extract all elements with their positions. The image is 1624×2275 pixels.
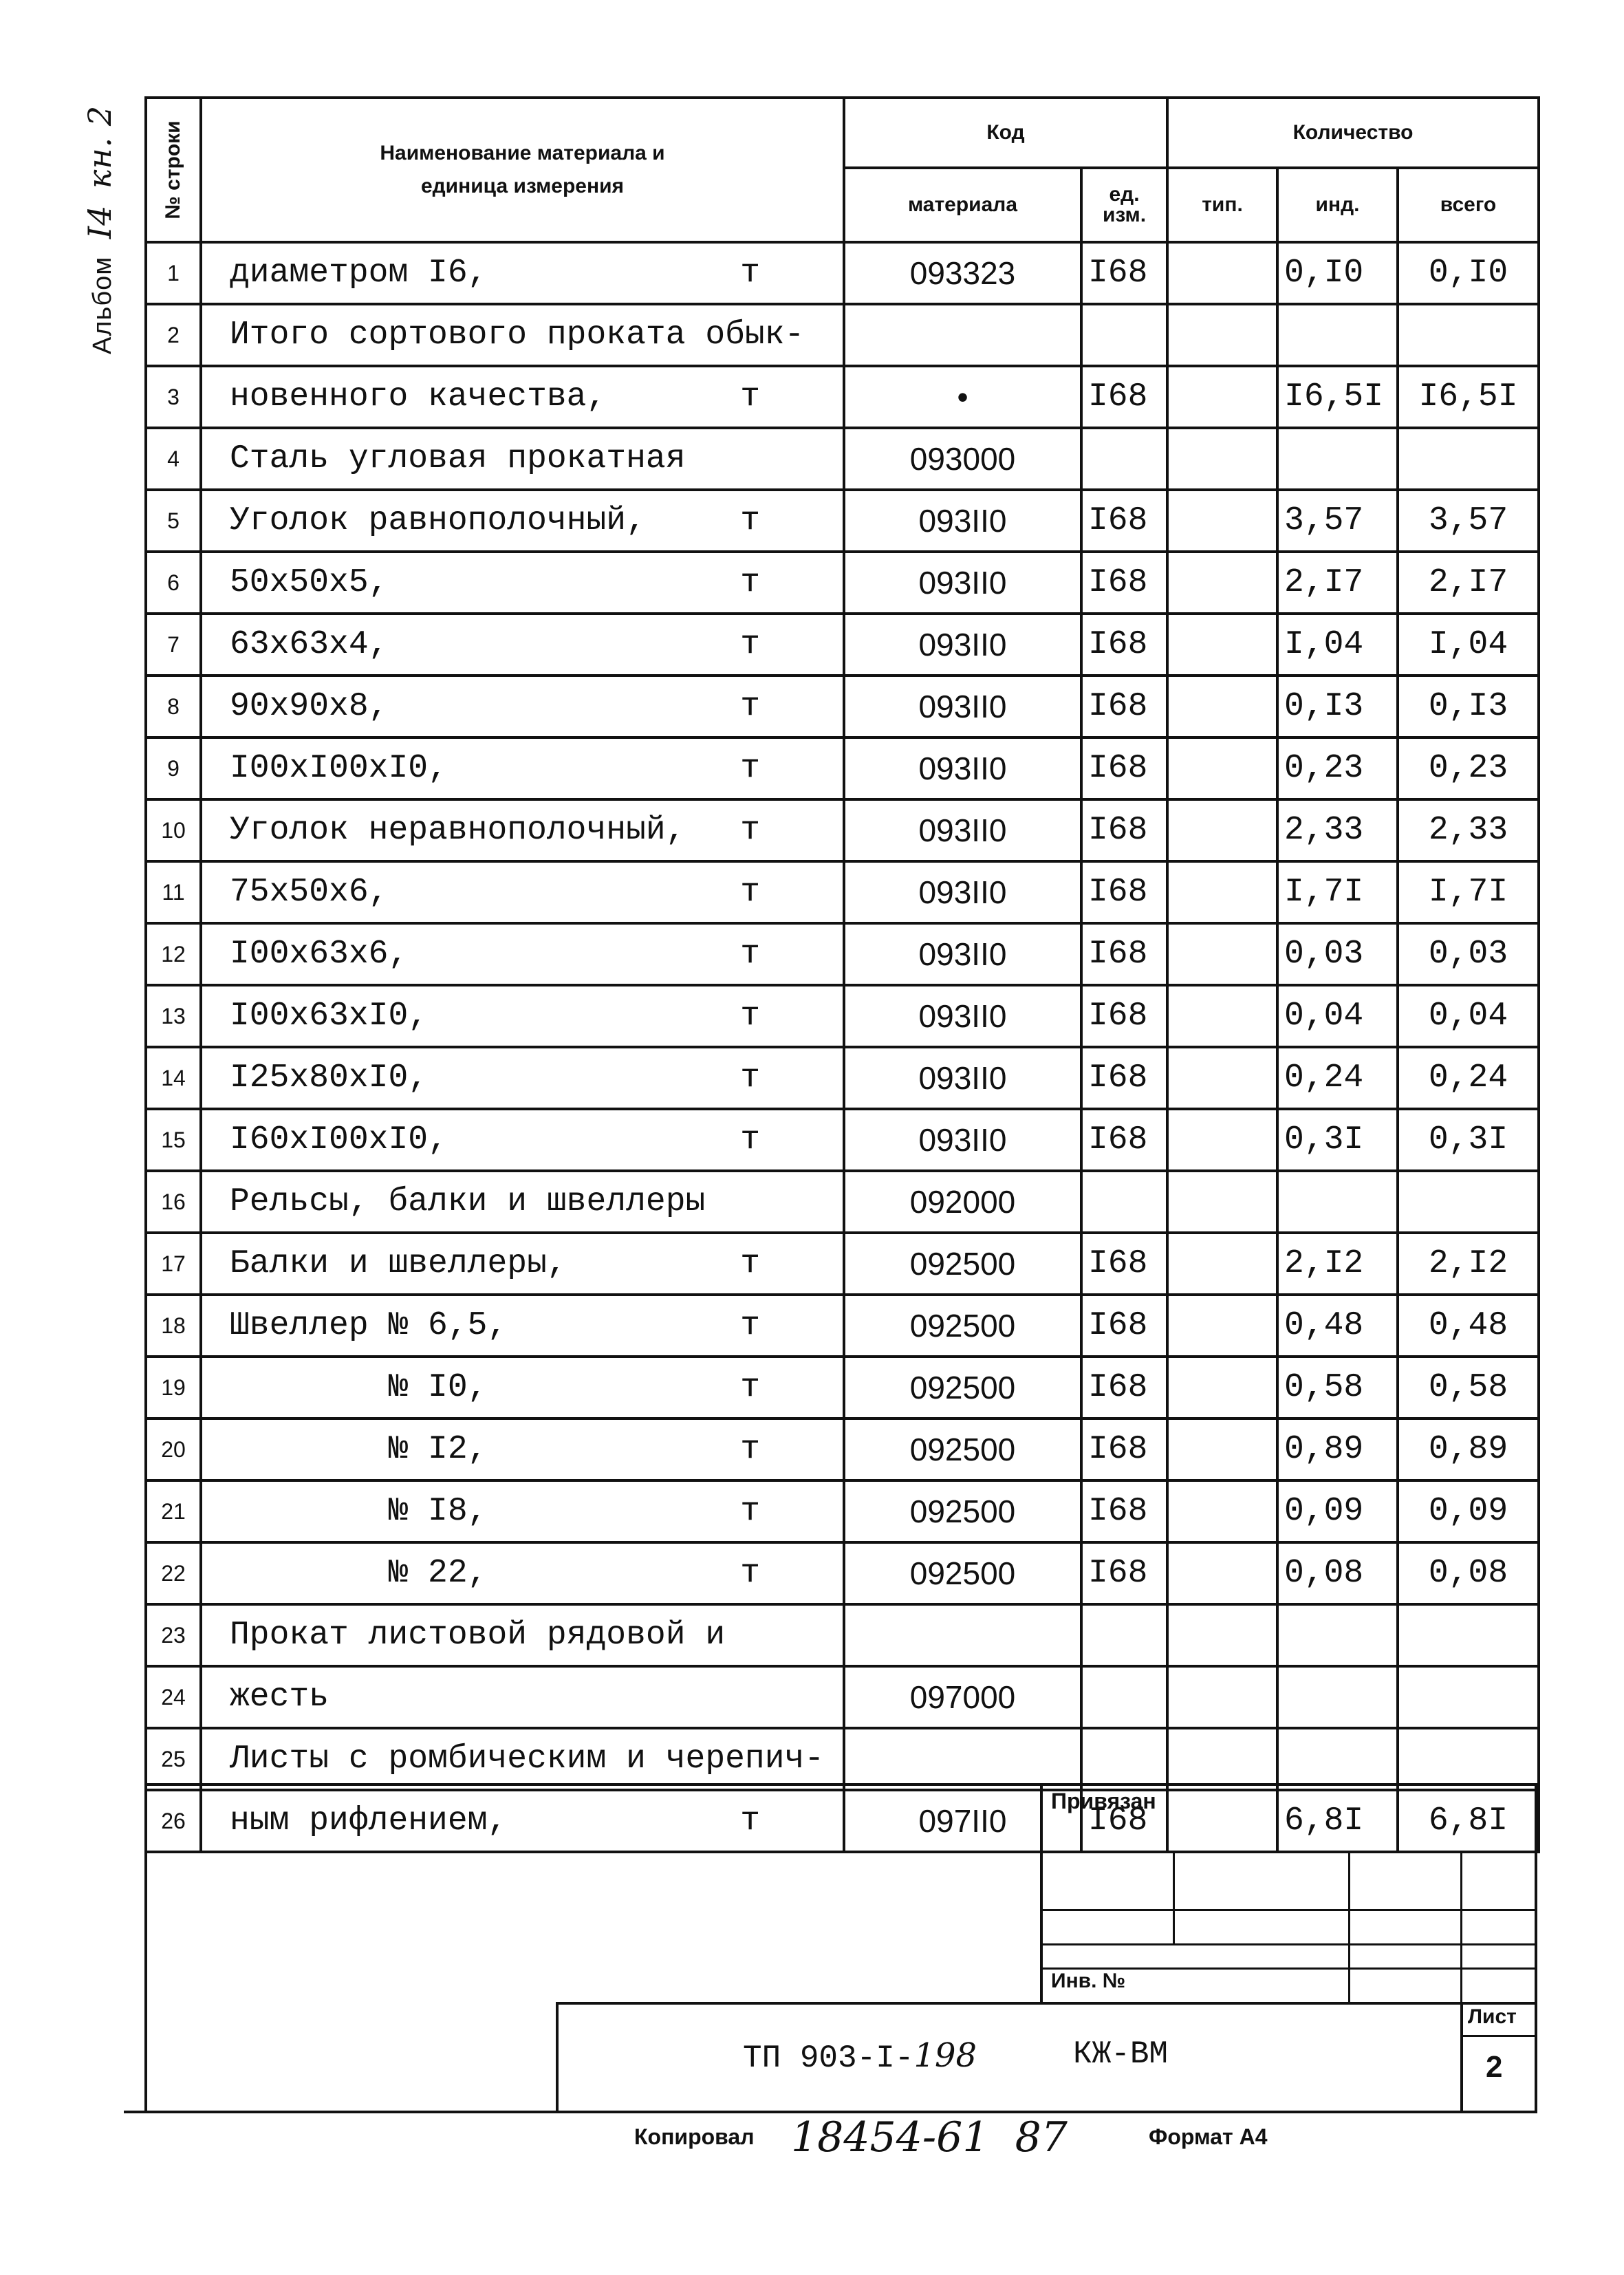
row-number-cell: 11 [146,861,201,923]
qty-typ-cell [1167,1171,1277,1233]
bound-box-line-1 [1040,1851,1537,1853]
qty-total-cell: 0,3I [1398,1109,1539,1171]
row-number-cell: 8 [146,676,201,737]
unit-text: т [740,812,760,849]
table-row [146,1666,1539,1728]
unit-code-cell: I68 [1081,1542,1167,1604]
row-number-cell: 23 [146,1604,201,1666]
qty-total-cell: 0,08 [1398,1542,1539,1604]
material-code-cell: 092500 [844,1542,1081,1604]
material-code-cell: 097000 [844,1666,1081,1728]
unit-code-cell: I68 [1081,1295,1167,1357]
qty-ind-cell [1277,1604,1398,1666]
qty-total-cell: 2,I7 [1398,552,1539,614]
qty-ind-cell: 0,58 [1277,1357,1398,1419]
bound-box-col-2 [1348,1851,1350,2002]
table-row [146,1542,1539,1604]
row-number-cell: 2 [146,304,201,366]
row-number-cell: 12 [146,923,201,985]
material-name-text: диаметром I6, [230,255,488,292]
table-row [146,1790,1539,1852]
material-code-cell: 092500 [844,1357,1081,1419]
material-code-cell: • [844,366,1081,428]
qty-ind-cell: 0,89 [1277,1419,1398,1480]
code-unit-header: ед. изм. [1081,168,1167,242]
row-number-cell: 25 [146,1728,201,1790]
qty-total-cell: 2,33 [1398,799,1539,861]
qty-total-cell: 0,09 [1398,1480,1539,1542]
code-header: Код [844,98,1167,168]
unit-code-cell [1081,1728,1167,1790]
album-side-label [81,93,129,354]
qty-total-cell: 0,I0 [1398,242,1539,304]
qty-total-cell: 0,I3 [1398,676,1539,737]
material-name-text: новенного качества, [230,378,607,416]
material-name-cell [201,552,844,614]
bound-box-line-2 [1040,1909,1537,1911]
row-number-cell: 24 [146,1666,201,1728]
material-code-cell: 093II0 [844,923,1081,985]
qty-total-cell: I,7I [1398,861,1539,923]
material-name-text: 63x63x4, [230,626,389,663]
material-name-text: Листы с ромбическим и черепич- [230,1740,825,1778]
qty-total-header: всего [1398,168,1539,242]
qty-total-cell [1398,1171,1539,1233]
material-name-text: I25x80xI0, [230,1059,429,1097]
table-row [146,923,1539,985]
title-block-left-border [144,1783,147,2113]
unit-code-cell: I68 [1081,1233,1167,1295]
album-number: I4 [81,204,118,239]
qty-total-cell [1398,428,1539,490]
document-code-handwritten: 198 [913,2036,977,2075]
material-name-text: № I2, [230,1431,488,1468]
qty-ind-cell: 0,04 [1277,985,1398,1047]
table-row [146,1604,1539,1666]
bound-box-line-3 [1040,1943,1537,1945]
material-name-cell [201,304,844,366]
unit-code-cell: I68 [1081,737,1167,799]
unit-code-cell: I68 [1081,861,1167,923]
material-name-text: Уголок неравнополочный, [230,812,686,849]
unit-code-cell: I68 [1081,985,1167,1047]
material-code-cell: 093II0 [844,552,1081,614]
doc-box-left [556,2002,559,2112]
unit-code-cell: I68 [1081,242,1167,304]
row-number-cell: 14 [146,1047,201,1109]
unit-text: т [740,378,760,416]
table-row [146,799,1539,861]
sheet-box-divider [1460,2035,1537,2037]
material-name-cell [201,1480,844,1542]
quantity-header: Количество [1167,98,1539,168]
material-code-cell [844,1604,1081,1666]
bound-label: Привязан [1051,1789,1156,1813]
table-row [146,985,1539,1047]
qty-typ-cell [1167,923,1277,985]
material-code-cell [844,1728,1081,1790]
qty-ind-cell [1277,1171,1398,1233]
material-code-cell: 092500 [844,1295,1081,1357]
qty-ind-cell: 2,I7 [1277,552,1398,614]
material-code-cell: 093II0 [844,614,1081,676]
qty-typ-cell [1167,242,1277,304]
unit-text: т [740,1555,760,1592]
unit-text: т [740,564,760,601]
material-name-cell [201,614,844,676]
qty-total-cell: 0,04 [1398,985,1539,1047]
sheet-number: 2 [1486,2050,1503,2084]
row-number-cell: 5 [146,490,201,552]
row-number-cell: 13 [146,985,201,1047]
unit-code-cell: I68 [1081,923,1167,985]
qty-ind-cell [1277,1666,1398,1728]
material-name-cell [201,799,844,861]
unit-text: т [740,1431,760,1468]
row-number-header: № строки [146,98,201,242]
table-row [146,1480,1539,1542]
row-number-cell: 22 [146,1542,201,1604]
title-block-top-line [144,1783,1537,1786]
qty-ind-cell: 0,48 [1277,1295,1398,1357]
unit-text: т [740,1121,760,1158]
material-name-text: I00x63xI0, [230,998,429,1035]
qty-ind-cell: 2,33 [1277,799,1398,861]
unit-code-cell [1081,304,1167,366]
qty-typ-cell [1167,676,1277,737]
qty-ind-cell: 0,3I [1277,1109,1398,1171]
qty-ind-cell: 0,09 [1277,1480,1398,1542]
unit-text: т [740,874,760,911]
row-number-cell: 17 [146,1233,201,1295]
document-code-print: ТП 903-I- [743,2040,914,2076]
material-name-cell [201,923,844,985]
unit-text: т [740,502,760,539]
unit-text: т [740,1802,760,1840]
material-name-text: № I0, [230,1369,488,1406]
qty-typ-cell [1167,1047,1277,1109]
row-number-cell: 6 [146,552,201,614]
unit-code-cell: I68 [1081,1047,1167,1109]
material-name-text: № I8, [230,1493,488,1530]
qty-typ-cell [1167,1480,1277,1542]
material-code-cell: 093II0 [844,737,1081,799]
qty-ind-cell: 6,8I [1277,1790,1398,1852]
material-name-text: ным рифлением, [230,1802,508,1840]
material-name-text: I60xI00xI0, [230,1121,448,1158]
material-name-cell [201,428,844,490]
qty-ind-cell: I,04 [1277,614,1398,676]
format-label: Формат А4 [1149,2124,1268,2149]
qty-total-cell: I6,5I [1398,366,1539,428]
qty-typ-cell [1167,1728,1277,1790]
material-name-text: Итого сортового проката обык- [230,316,805,354]
qty-total-cell: 0,89 [1398,1419,1539,1480]
qty-total-cell: 0,23 [1398,737,1539,799]
qty-ind-cell: 0,24 [1277,1047,1398,1109]
material-name-cell [201,737,844,799]
unit-code-cell: I68 [1081,1109,1167,1171]
table-row [146,1233,1539,1295]
row-number-cell: 16 [146,1171,201,1233]
sheet-label: Лист [1468,2005,1517,2028]
row-number-cell: 20 [146,1419,201,1480]
material-name-cell [201,1171,844,1233]
unit-code-cell: I68 [1081,552,1167,614]
qty-ind-cell [1277,428,1398,490]
table-row [146,1419,1539,1480]
qty-typ-cell [1167,1295,1277,1357]
material-name-cell [201,1419,844,1480]
qty-typ-cell [1167,799,1277,861]
unit-text: т [740,1493,760,1530]
material-name-text: I00x63x6, [230,936,409,973]
row-number-cell: 15 [146,1109,201,1171]
qty-typ-cell [1167,861,1277,923]
qty-total-cell: 0,24 [1398,1047,1539,1109]
qty-ind-cell [1277,304,1398,366]
unit-code-cell: I68 [1081,1357,1167,1419]
unit-code-cell [1081,1666,1167,1728]
unit-text: т [740,1245,760,1282]
document-code [743,2036,977,2076]
row-number-cell: 3 [146,366,201,428]
document-mark: КЖ-ВМ [1073,2036,1169,2072]
unit-code-cell: I68 [1081,490,1167,552]
material-code-cell: 093000 [844,428,1081,490]
row-number-cell: 9 [146,737,201,799]
material-code-cell: 097II0 [844,1790,1081,1852]
qty-total-cell: I,04 [1398,614,1539,676]
unit-code-cell [1081,1171,1167,1233]
copied-label: Копировал [634,2124,755,2149]
material-code-cell: 093323 [844,242,1081,304]
unit-text: т [740,1307,760,1344]
qty-typ-cell [1167,428,1277,490]
table-row [146,490,1539,552]
row-number-cell: 4 [146,428,201,490]
material-code-cell: 093II0 [844,799,1081,861]
qty-typ-cell [1167,490,1277,552]
row-number-cell: 26 [146,1790,201,1852]
qty-typ-cell [1167,366,1277,428]
qty-total-cell [1398,1604,1539,1666]
material-code-cell: 092000 [844,1171,1081,1233]
row-number-cell: 18 [146,1295,201,1357]
material-name-text: Прокат листовой рядовой и [230,1617,726,1654]
album-book: кн. 2 [81,105,118,189]
qty-ind-cell: 0,I0 [1277,242,1398,304]
qty-ind-cell: 0,03 [1277,923,1398,985]
qty-total-cell: 0,48 [1398,1295,1539,1357]
inventory-number-label: Инв. № [1051,1970,1126,1992]
qty-typ-cell [1167,1604,1277,1666]
unit-code-cell: I68 [1081,614,1167,676]
material-name-cell [201,1047,844,1109]
doc-box-top [556,2002,1537,2005]
material-code-cell: 093II0 [844,676,1081,737]
unit-text: т [740,1059,760,1097]
material-name-cell [201,1357,844,1419]
material-name-cell [201,1666,844,1728]
row-number-cell: 19 [146,1357,201,1419]
qty-typ-cell [1167,1233,1277,1295]
unit-code-cell: I68 [1081,799,1167,861]
material-code-cell: 093II0 [844,490,1081,552]
qty-typ-cell [1167,1790,1277,1852]
qty-total-cell: 2,I2 [1398,1233,1539,1295]
bound-box-left [1040,1783,1043,2003]
qty-total-cell [1398,1666,1539,1728]
qty-typ-cell [1167,552,1277,614]
qty-ind-cell [1277,1728,1398,1790]
copied-handwritten-number: 18454-61 87 [791,2113,1068,2161]
unit-text: т [740,998,760,1035]
table-row [146,614,1539,676]
unit-code-cell: I68 [1081,676,1167,737]
unit-code-cell [1081,428,1167,490]
material-name-text: Балки и швеллеры, [230,1245,567,1282]
qty-total-cell: 0,58 [1398,1357,1539,1419]
table-row [146,552,1539,614]
material-code-cell: 093II0 [844,1109,1081,1171]
table-row [146,428,1539,490]
bound-box-col-1 [1173,1851,1175,1943]
material-code-cell: 093II0 [844,861,1081,923]
material-name-cell [201,861,844,923]
material-name-cell [201,242,844,304]
title-block-right-border [1535,1783,1537,2113]
qty-ind-cell: I6,5I [1277,366,1398,428]
materials-table [144,96,1540,1853]
album-label: Альбом [88,256,117,354]
material-name-cell [201,1109,844,1171]
unit-text: т [740,626,760,663]
unit-code-cell: I68 [1081,1480,1167,1542]
material-name-cell [201,1233,844,1295]
qty-ind-cell: 3,57 [1277,490,1398,552]
qty-ind-cell: 0,08 [1277,1542,1398,1604]
row-number-cell: 1 [146,242,201,304]
qty-typ-cell [1167,1109,1277,1171]
material-name-cell [201,1790,844,1852]
table-row [146,1295,1539,1357]
unit-text: т [740,688,760,725]
table-row [146,242,1539,304]
unit-code-cell: I68 [1081,1419,1167,1480]
qty-total-cell: 0,03 [1398,923,1539,985]
qty-ind-header: инд. [1277,168,1398,242]
qty-total-cell: 6,8I [1398,1790,1539,1852]
qty-typ-header: тип. [1167,168,1277,242]
bound-box-col-3 [1460,1851,1462,2002]
row-number-cell: 10 [146,799,201,861]
qty-total-cell [1398,304,1539,366]
row-number-cell: 21 [146,1480,201,1542]
material-name-header: Наименование материала и единица измерения [201,98,844,242]
material-code-cell: 092500 [844,1419,1081,1480]
qty-typ-cell [1167,1419,1277,1480]
material-name-cell [201,1295,844,1357]
qty-typ-cell [1167,614,1277,676]
material-name-cell [201,1728,844,1790]
row-number-cell: 7 [146,614,201,676]
qty-total-cell: 3,57 [1398,490,1539,552]
material-name-text: 75x50x6, [230,874,389,911]
material-code-cell: 092500 [844,1233,1081,1295]
material-name-text: Сталь угловая прокатная [230,440,686,477]
unit-code-cell: I68 [1081,1790,1167,1852]
material-name-text: Швеллер № 6,5, [230,1307,508,1344]
table-row [146,366,1539,428]
unit-text: т [740,1369,760,1406]
table-row [146,1109,1539,1171]
qty-typ-cell [1167,1542,1277,1604]
material-name-text: 90x90x8, [230,688,389,725]
material-name-text: I00xI00xI0, [230,750,448,787]
material-name-cell [201,985,844,1047]
material-code-cell [844,304,1081,366]
material-code-cell: 093II0 [844,985,1081,1047]
qty-typ-cell [1167,1666,1277,1728]
table-row [146,1728,1539,1790]
code-material-header: материала [844,168,1081,242]
qty-total-cell [1398,1728,1539,1790]
qty-ind-cell: 2,I2 [1277,1233,1398,1295]
material-code-cell: 092500 [844,1480,1081,1542]
unit-text: т [740,750,760,787]
material-name-text: 50x50x5, [230,564,389,601]
material-code-cell: 093II0 [844,1047,1081,1109]
table-row [146,737,1539,799]
table-row [146,304,1539,366]
unit-text: т [740,255,760,292]
qty-ind-cell: 0,I3 [1277,676,1398,737]
material-name-text: № 22, [230,1555,488,1592]
qty-typ-cell [1167,737,1277,799]
table-row [146,1357,1539,1419]
material-name-cell [201,1542,844,1604]
table-row [146,861,1539,923]
material-name-text: жесть [230,1679,329,1716]
sheet-box-left [1460,2002,1463,2112]
table-row [146,1171,1539,1233]
qty-typ-cell [1167,304,1277,366]
qty-ind-cell: 0,23 [1277,737,1398,799]
qty-ind-cell: I,7I [1277,861,1398,923]
qty-typ-cell [1167,1357,1277,1419]
table-row [146,1047,1539,1109]
unit-code-cell: I68 [1081,366,1167,428]
unit-text: т [740,936,760,973]
material-name-text: Рельсы, балки и швеллеры [230,1183,706,1220]
qty-typ-cell [1167,985,1277,1047]
table-row [146,676,1539,737]
material-name-cell [201,676,844,737]
material-name-text: Уголок равнополочный, [230,502,646,539]
unit-code-cell [1081,1604,1167,1666]
material-name-cell [201,1604,844,1666]
material-name-cell [201,490,844,552]
material-name-cell [201,366,844,428]
